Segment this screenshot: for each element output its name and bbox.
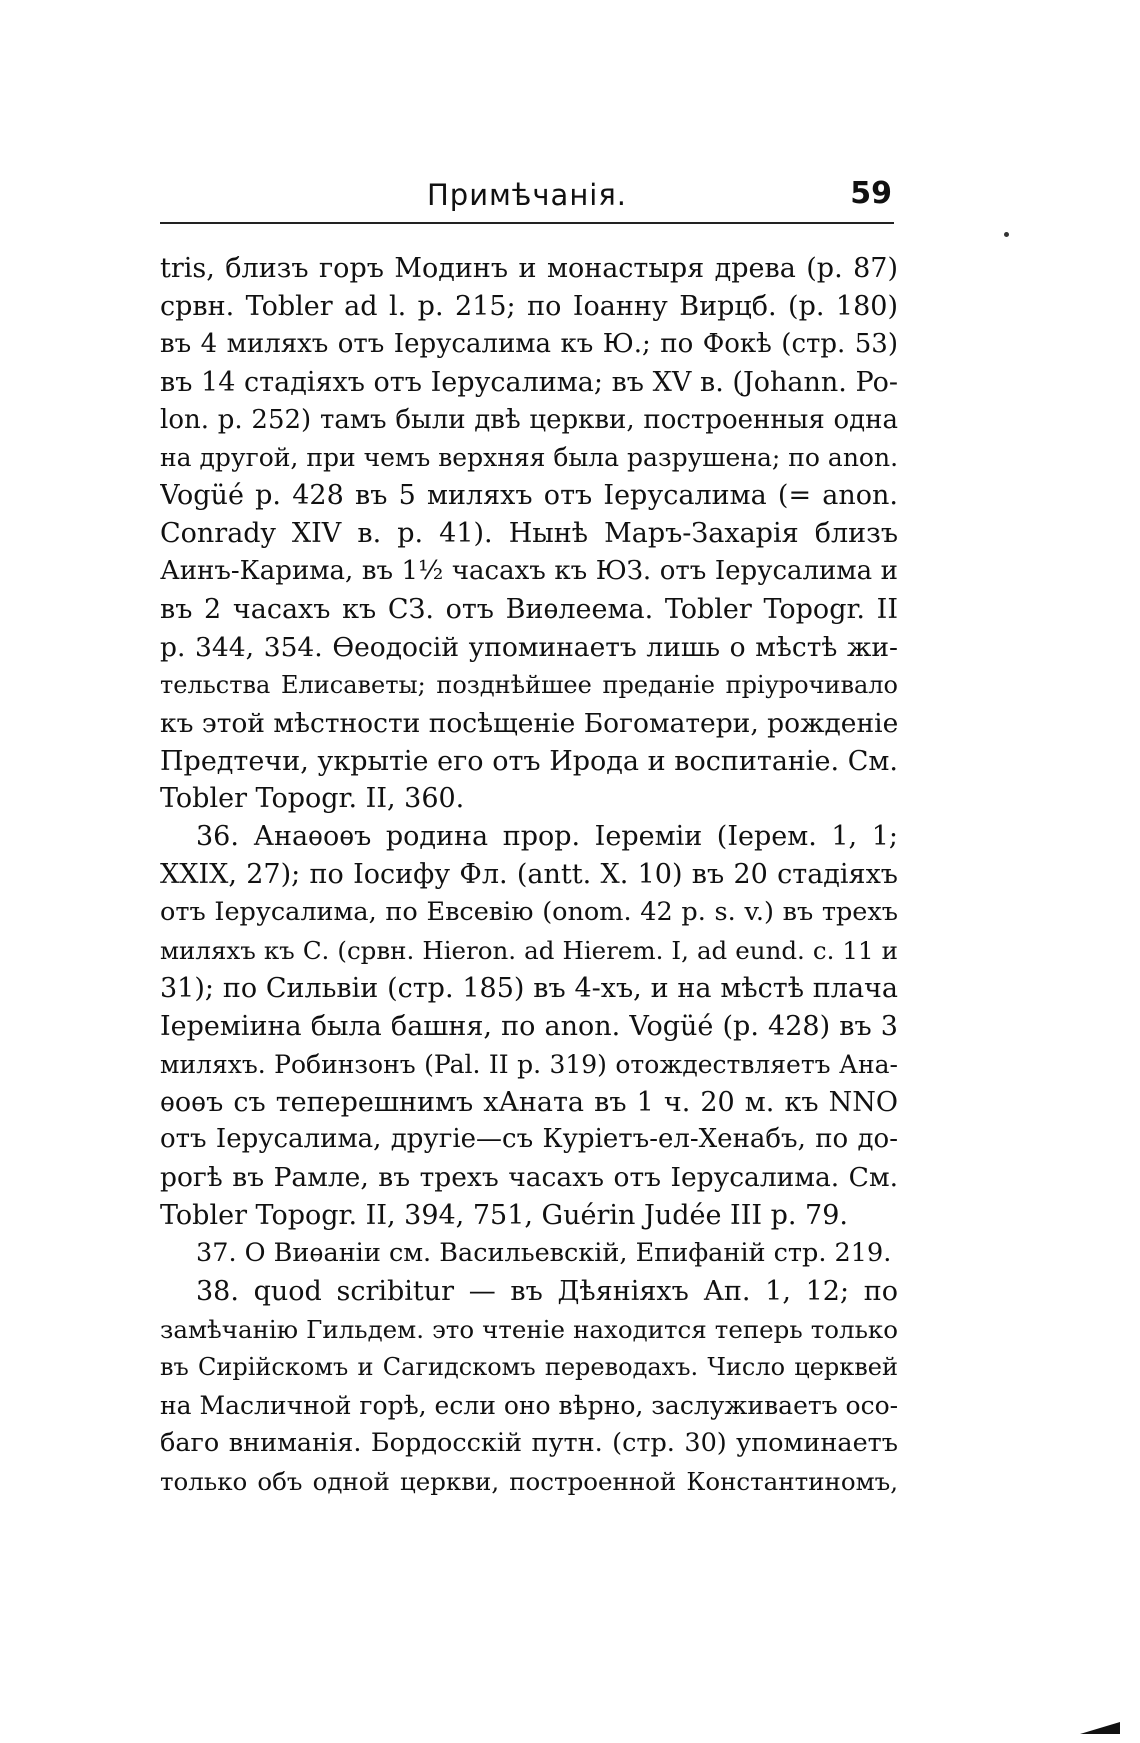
text-line: Предтечи, укрытіе его отъ Ирода и воспитаніе. См. xyxy=(160,745,898,777)
text-line: Tobler Topogr. II, 360. xyxy=(160,783,465,815)
body-text xyxy=(160,250,898,1500)
text-line: p. 344, 354. Ѳеодосій упоминаетъ лишь о мѣстѣ жи- xyxy=(160,631,898,663)
text-line: ѳоѳъ съ теперешнимъ хАната въ 1 ч. 20 м. къ NNO xyxy=(160,1086,898,1118)
text-line: 38. quod scribitur — въ Дѣяніяхъ Ап. 1, 12; по xyxy=(196,1276,898,1308)
print-speck xyxy=(1004,232,1009,237)
running-header xyxy=(160,176,894,224)
page-number: 59 xyxy=(850,176,892,211)
text-line: рогѣ въ Рамле, въ трехъ часахъ отъ Іерусалима. См. xyxy=(160,1162,898,1194)
text-line: Conrady XIV в. p. 41). Нынѣ Маръ-Захарія близъ xyxy=(160,518,898,550)
text-line: Іереміина была башня, по anon. Vogüé (p. 428) въ 3 xyxy=(160,1010,898,1042)
text-line: замѣчанію Гильдем. это чтеніе находится теперь только xyxy=(160,1314,898,1344)
text-line: баго вниманія. Бордосскій путн. (стр. 30) упоминаетъ xyxy=(160,1427,898,1458)
text-line: только объ одной церкви, построенной Константиномъ, xyxy=(160,1466,898,1496)
text-line: на другой, при чемъ верхняя была разрушена; по anon. xyxy=(160,443,898,473)
text-line: миляхъ. Робинзонъ (Pal. II p. 319) отождествляетъ Ана- xyxy=(160,1049,898,1079)
text-line: на Масличной горѣ, если оно вѣрно, заслуживаетъ осо- xyxy=(160,1390,898,1420)
text-line: въ 2 часахъ къ СЗ. отъ Виѳлеема. Tobler Topogr. II xyxy=(160,594,898,626)
page-corner-mark xyxy=(1080,1722,1120,1734)
text-line: Vogüé p. 428 въ 5 миляхъ отъ Іерусалима (= anon. xyxy=(160,480,898,512)
text-line: Tobler Topogr. II, 394, 751, Guérin Judée III p. 79. xyxy=(160,1200,848,1232)
text-line: срвн. Tobler ad l. p. 215; по Іоанну Вирцб. (р. 180) xyxy=(160,290,898,322)
text-line: 37. О Виѳаніи см. Васильевскій, Епифаній стр. 219. xyxy=(196,1238,892,1269)
text-line: къ этой мѣстности посѣщеніе Богоматери, рожденіе xyxy=(160,707,898,739)
text-line: отъ Іерусалима, другіе—съ Куріетъ-ел-Хенабъ, по до- xyxy=(160,1124,898,1155)
text-line: tris, близъ горъ Модинъ и монастыря древа (р. 87) xyxy=(160,253,898,284)
text-line: XXIX, 27); по Іосифу Фл. (antt. X. 10) въ 20 стадіяхъ xyxy=(160,859,898,891)
text-line: 36. Анаѳоѳъ родина прор. Іереміи (Іерем. 1, 1; xyxy=(196,821,898,853)
header-title: Примѣчанія. xyxy=(426,178,627,212)
text-line: тельства Елисаветы; позднѣйшее преданіе пріурочивало xyxy=(160,670,898,699)
text-line: 31); по Сильвіи (стр. 185) въ 4-хъ, и на мѣстѣ плача xyxy=(160,972,898,1004)
text-line: миляхъ къ С. (срвн. Hieron. ad Hierem. I, ad eund. c. 11 и xyxy=(160,936,898,966)
text-line: Аинъ-Карима, въ 1½ часахъ къ ЮЗ. отъ Іерусалима и xyxy=(160,556,898,587)
text-line: отъ Іерусалима, по Евсевію (onom. 42 p. s. v.) въ трехъ xyxy=(160,897,898,928)
text-line: lon. p. 252) тамъ были двѣ церкви, построенныя одна xyxy=(160,404,898,435)
text-line: въ 4 миляхъ отъ Іерусалима къ Ю.; по Фокѣ (стр. 53) xyxy=(160,328,898,359)
text-line: въ Сирійскомъ и Сагидскомъ переводахъ. Число церквей xyxy=(160,1352,898,1381)
text-line: въ 14 стадіяхъ отъ Іерусалима; въ XV в. (Johann. Po- xyxy=(160,366,898,398)
